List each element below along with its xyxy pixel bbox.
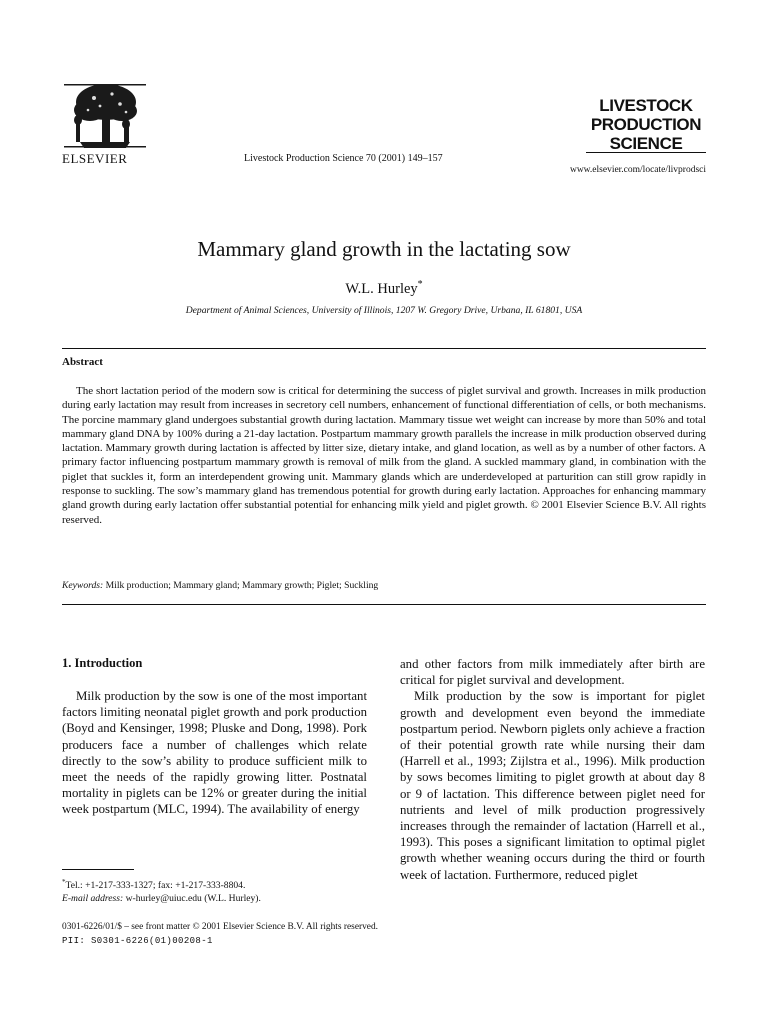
body-paragraph: and other factors from milk immediately after birth are critical for piglet survival and development. [400, 657, 705, 688]
journal-url-link[interactable]: www.elsevier.com/locate/livprodsci [569, 165, 706, 175]
keywords-list: Milk production; Mammary gland; Mammary growth; Piglet; Suckling [105, 580, 379, 591]
article-author [0, 279, 768, 298]
footnote-phone: Tel.: +1-217-333-1327; fax: +1-217-333-8804. [65, 880, 246, 892]
abstract-top-rule [62, 348, 706, 349]
journal-logo-line: LIVESTOCK [599, 96, 693, 115]
section-heading-introduction: 1. Introduction [62, 656, 143, 670]
author-name: W.L. Hurley [345, 280, 418, 297]
abstract-heading: Abstract [62, 356, 103, 368]
left-column [62, 688, 367, 818]
article-title: Mammary gland growth in the lactating sow [197, 237, 571, 261]
body-paragraph: Milk production by the sow is important for piglet growth and development even beyond the immediate postpartum period. Newborn piglets only achieve a fraction of their potential growth rate while nursing their dam (Harrell et al., 1993; Zijlstra et al., 1996). Milk production by sows becomes limiting to piglet growth at about day 8 or 9 of lactation. This difference between piglet need for nutrients and level of milk production progressively increases through the remainder of lactation (Harrell et al., 1993). This poses a significant limitation to optimal piglet growth whether weaning occurs during the third or fourth week of lactation. Furthermore, reduced piglet [400, 689, 705, 882]
elsevier-tree-logo-icon [60, 80, 150, 152]
footnote-email-line [62, 892, 261, 905]
footnote-mark: * [62, 878, 66, 886]
author-footnote-mark[interactable]: * [417, 279, 423, 290]
footnote-contact [62, 876, 261, 892]
front-matter-line: 0301-6226/01/$ – see front matter © 2001 Elsevier Science B.V. All rights reserved. [62, 922, 378, 932]
email-label: E-mail address: [62, 893, 124, 905]
body-paragraph: Milk production by the sow is one of the most important factors limiting neonatal piglet growth and pork production (Boyd and Kensinger, 1998; Pluske and Dong, 1998). Pork producers face a number of challenges which relate directly to the sow’s ability to produce sufficient milk to meet the needs of the rapidly growing litter. Postnatal mortality in piglets can be 12% or greater during the initial week postpartum (MLC, 1994). The availability of energy [62, 689, 367, 817]
journal-divider [586, 152, 706, 153]
keywords-label: Keywords: [62, 580, 104, 591]
footnote-rule [62, 869, 134, 870]
publisher-name: ELSEVIER [62, 151, 128, 166]
author-affiliation: Department of Animal Sciences, University of Illinois, 1207 W. Gregory Drive, Urbana, IL 61801, USA [185, 305, 583, 316]
pii-identifier: PII: S0301-6226(01)00208-1 [62, 936, 213, 946]
author-footnote [62, 876, 261, 905]
right-column [400, 656, 705, 883]
journal-logo [586, 96, 706, 153]
journal-citation: Livestock Production Science 70 (2001) 149–157 [244, 153, 443, 164]
journal-logo-line: SCIENCE [609, 134, 683, 153]
keywords [62, 580, 378, 591]
abstract-text: The short lactation period of the modern sow is critical for determining the success of piglet survival and growth. Increases in milk production during early lactation may result from increases in secretory cell numbers, enhancement of functional differentiation of cells, or both mechanisms. The porcine mammary gland undergoes substantial growth during lactation. Mammary tissue wet weight can increase by more than 50% and total mammary gland DNA by 100% during a 21-day lactation. Postpartum mammary growth parallels the increase in milk production observed during lactation. Mammary growth during lactation is affected by litter size, dietary intake, and gland location, as well as by a number of other factors. A primary factor influencing postpartum mammary growth is removal of milk from the gland. A suckled mammary gland, in combination with the piglet that suckles it, form an interdependent growing unit. Mammary glands which are underdeveloped at parturition can still grow rapidly in response to suckling. The sow’s mammary gland has tremendous potential for growth during early lactation. Approaches for enhancing mammary gland growth during early lactation offer substantial potential for enhancing milk yield and piglet growth. © 2001 Elsevier Science B.V. All rights reserved. [62, 385, 706, 526]
copyright-footer [62, 920, 378, 948]
email-address-link[interactable]: w-hurley@uiuc.edu (W.L. Hurley). [125, 893, 261, 905]
abstract-bottom-rule [62, 604, 706, 605]
journal-logo-line: PRODUCTION [590, 115, 702, 134]
